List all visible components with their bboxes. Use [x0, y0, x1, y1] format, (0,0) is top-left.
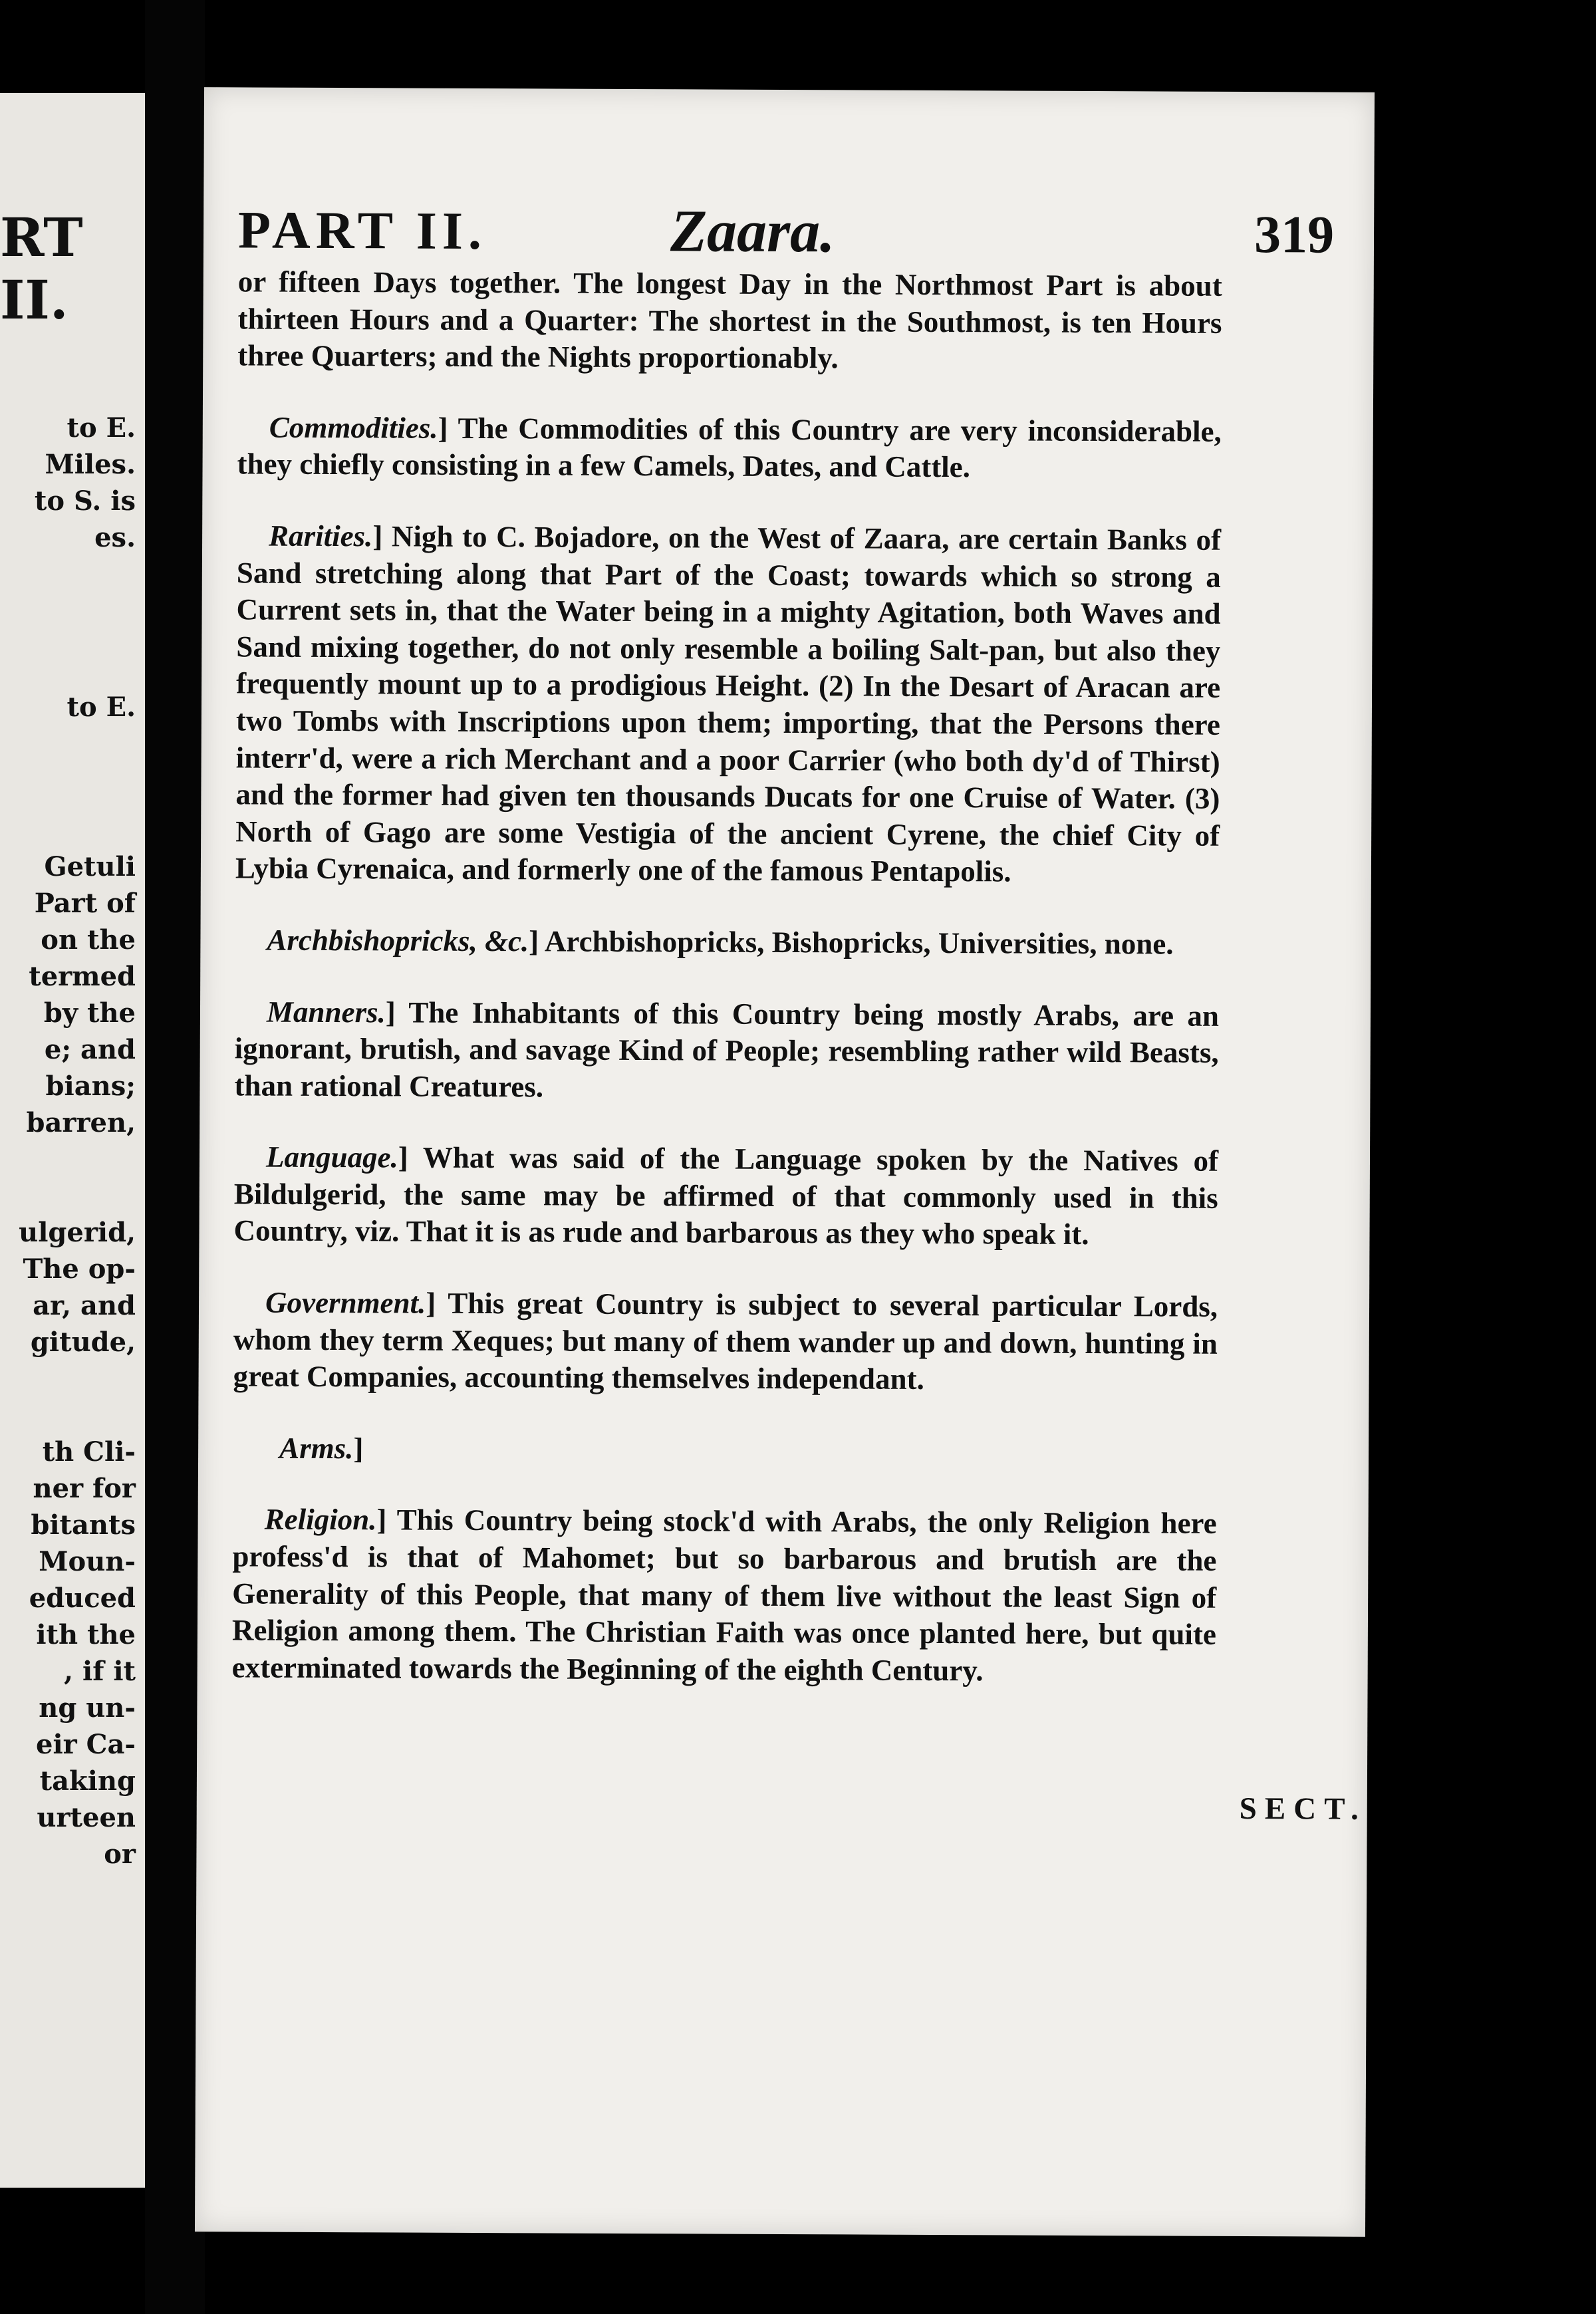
commodities-text: ] The Commodities of this Country are very inconsiderable, they chiefly consisting in a few Camels, Dates, and Cattle. — [237, 411, 1222, 484]
facing-page-line: , if it — [64, 1656, 136, 1687]
government-text: ] This great Country is subject to several particular Lords, whom they term Xeques; but many of them wander up and down, hunting in great Companies, accounting themselves independant. — [233, 1286, 1218, 1396]
manners-text: ] The Inhabitants of this Country being mostly Arabs, are an ignorant, brutish, and savage Kind of People; resembling rather wild Beasts, than rational Creatures. — [234, 995, 1220, 1104]
facing-page-line: or — [104, 1839, 136, 1870]
facing-page-line: ith the — [36, 1619, 136, 1650]
facing-page-line: educed — [29, 1583, 136, 1614]
facing-page-line: Moun- — [39, 1546, 136, 1577]
section-label-government: Government. — [265, 1285, 426, 1320]
arms-text: ] — [353, 1432, 364, 1466]
facing-page-line: The op- — [23, 1253, 136, 1285]
paragraph-archbishopricks — [235, 922, 1219, 963]
paragraph-arms — [247, 1430, 1217, 1471]
paragraph-rarities — [235, 517, 1221, 891]
facing-page-line: taking — [39, 1765, 136, 1797]
facing-page-line: by the — [43, 997, 136, 1029]
facing-page-line: ulgerid, — [19, 1217, 136, 1248]
facing-page-line: barren, — [26, 1107, 136, 1138]
paragraph-commodities — [237, 409, 1221, 487]
facing-page-line: on the — [41, 924, 136, 956]
section-label-commodities: Commodities. — [269, 410, 438, 445]
catchword: SECT. — [1239, 1791, 1367, 1827]
paragraph-religion — [232, 1501, 1217, 1690]
running-head: PART II. — [237, 201, 487, 261]
section-label-archbishopricks: Archbishopricks, &c. — [267, 923, 529, 958]
rarities-text: ] Nigh to C. Bojadore, on the West of Zaara, are certain Banks of Sand stretching along that Part of the Coast; towards which so strong a Current sets in, that the Water being in a mighty Agitation, both Waves and Sand mixing together, do not only resemble a boiling Salt-pan, but also they frequently mount up to a prodigious Height. (2) In the Desart of Aracan are two Tombs with Inscriptions upon them; importing, that the Persons there interr'd, were a rich Merchant and a poor Carrier (who both dy'd of Thirst) and the former had given ten thousands Ducats for one Cruise of Water. (3) North of Gago are some Vestigia of the ancient Cyrene, the chief City of Lybia Cyrenaica, and formerly one of the famous Pentapolis. — [235, 519, 1222, 888]
facing-page-line: to E. — [66, 692, 136, 723]
facing-page-line: to S. is — [34, 485, 136, 517]
section-label-religion: Religion. — [264, 1503, 377, 1537]
facing-page-line: gitude, — [30, 1327, 136, 1358]
facing-page-line: bitants — [31, 1509, 136, 1541]
facing-page-line: Part of — [34, 888, 136, 919]
facing-page-line: e; and — [44, 1034, 136, 1065]
facing-page-line: Miles. — [45, 449, 136, 480]
paragraph-manners — [234, 993, 1219, 1108]
paragraph-government — [233, 1284, 1218, 1399]
facing-page-running-head: RT II. — [0, 206, 83, 331]
facing-page-fragment — [0, 93, 145, 2188]
archbishopricks-text: ] Archbishopricks, Bishopricks, Universities, none. — [529, 924, 1174, 961]
facing-page-line: eir Ca- — [36, 1729, 136, 1760]
facing-page-line: Getuli — [44, 851, 136, 882]
language-text: ] What was said of the Language spoken by the Natives of Bildulgerid, the same may be affirmed of that commonly used in this Country, viz. That it is as rude and barbarous as they who speak it. — [233, 1140, 1219, 1251]
page-title: Zaara. — [670, 198, 835, 265]
page-number: 319 — [1254, 205, 1335, 265]
section-label-manners: Manners. — [266, 995, 386, 1029]
facing-page-line: ner for — [33, 1473, 136, 1504]
section-label-arms: Arms. — [279, 1431, 354, 1466]
facing-page-line: ar, and — [33, 1290, 136, 1321]
section-label-language: Language. — [265, 1140, 398, 1174]
paragraph-continuation: or fifteen Days together. The longest Day in the Northmost Part is about thirteen Hours and a Quarter: The shortest in the Southmost, is ten Hours three Quarters; and the Nights proportionably. — [237, 265, 1222, 375]
facing-page-line: termed — [29, 961, 136, 992]
facing-page-line: ng un- — [39, 1692, 136, 1724]
facing-page-line: es. — [94, 522, 136, 553]
facing-page-line: th Cli- — [42, 1436, 136, 1468]
paragraph-language — [233, 1139, 1218, 1254]
religion-text: ] This Country being stock'd with Arabs, the only Religion here profess'd is that of Mahomet; but so barbarous and brutish are the Generality of this People, that many of them live without the least Sign of Religion among them. The Christian Faith was once planted here, but quite exterminated towards the Beginning of the eighth Century. — [231, 1503, 1217, 1688]
section-label-rarities: Rarities. — [268, 519, 373, 553]
facing-page-line: urteen — [37, 1802, 136, 1833]
facing-page-line: to E. — [66, 412, 136, 444]
body-text — [231, 263, 1222, 1725]
book-page — [195, 87, 1375, 2237]
facing-page-line: bians; — [45, 1071, 136, 1102]
